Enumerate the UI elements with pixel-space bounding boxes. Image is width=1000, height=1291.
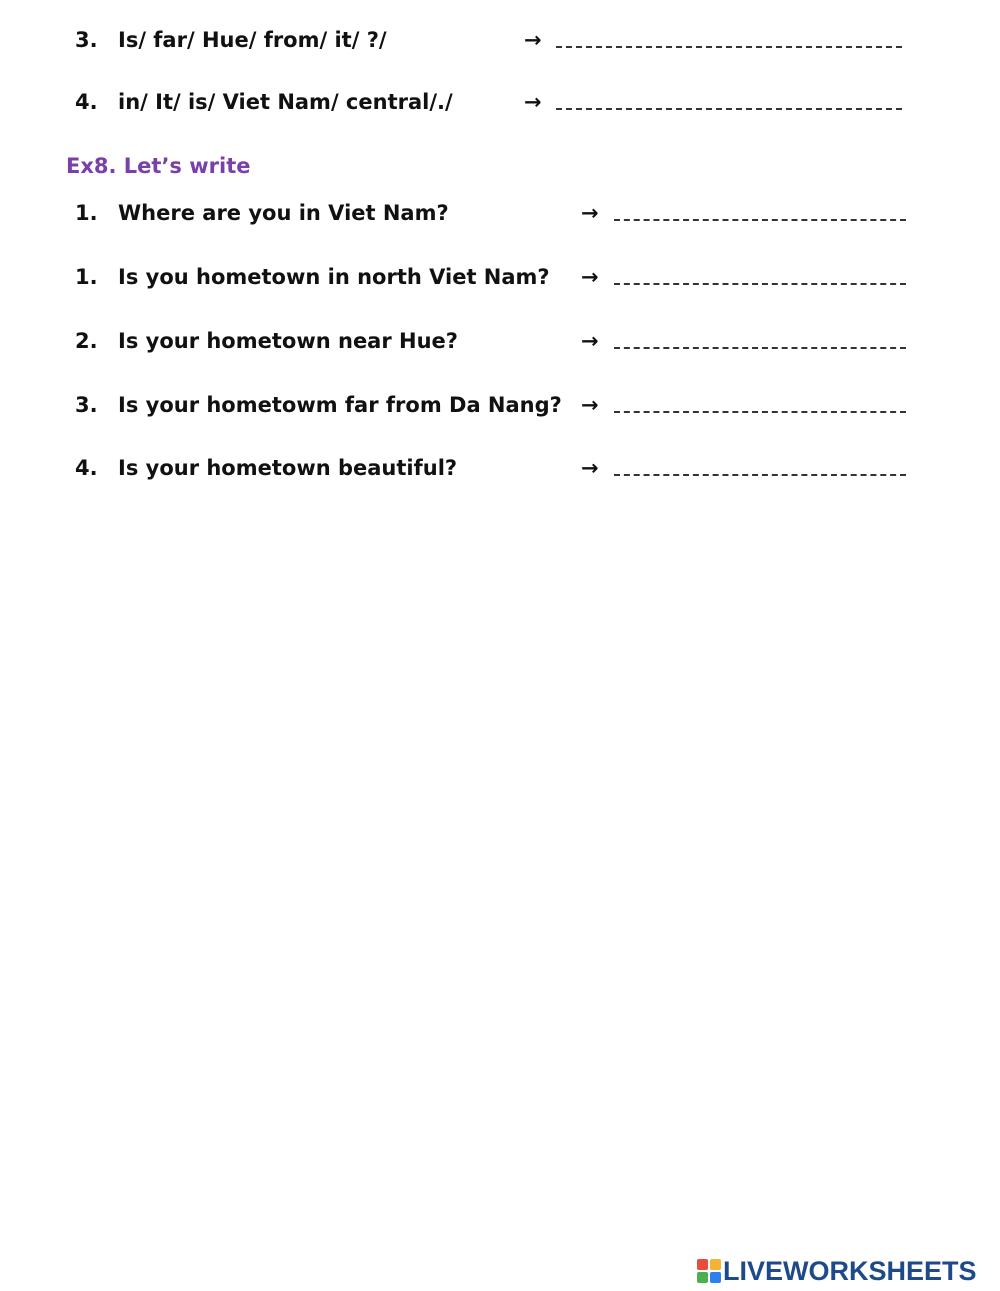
item-number: 1. [75,265,98,289]
item-number: 1. [75,201,98,225]
arrow-right-icon: → [581,456,599,480]
item-number: 4. [75,90,98,114]
arrow-right-icon: → [581,201,599,225]
logo-text: LIVEWORKSHEETS [723,1256,977,1286]
scrambled-words: Is/ far/ Hue/ from/ it/ ?/ [118,28,387,52]
arrow-right-icon: → [581,265,599,289]
answer-input[interactable] [556,108,902,110]
write-row-1 [0,193,1000,233]
question-text: Is you hometown in north Viet Nam? [118,265,550,289]
scrambled-words: in/ It/ is/ Viet Nam/ central/./ [118,90,453,114]
arrow-right-icon: → [524,90,542,114]
reorder-row-3 [0,20,1000,60]
logo-square [710,1272,721,1283]
question-text: Is your hometown beautiful? [118,456,458,480]
answer-input[interactable] [556,46,902,48]
write-row-4 [0,385,1000,425]
answer-input[interactable] [614,347,906,349]
logo-square [697,1259,708,1270]
item-number: 3. [75,393,98,417]
arrow-right-icon: → [581,329,599,353]
logo-square [710,1259,721,1270]
write-row-3 [0,321,1000,361]
answer-input[interactable] [614,283,906,285]
answer-input[interactable] [614,474,906,476]
logo-square [697,1272,708,1283]
item-number: 4. [75,456,98,480]
reorder-row-4 [0,82,1000,122]
question-text: Is your hometowm far from Da Nang? [118,393,562,417]
question-text: Where are you in Viet Nam? [118,201,449,225]
arrow-right-icon: → [524,28,542,52]
arrow-right-icon: → [581,393,599,417]
logo-mark-icon [697,1259,721,1283]
liveworksheets-logo [697,1254,997,1286]
item-number: 2. [75,329,98,353]
answer-input[interactable] [614,219,906,221]
question-text: Is your hometown near Hue? [118,329,458,353]
answer-input[interactable] [614,411,906,413]
write-row-5 [0,448,1000,488]
item-number: 3. [75,28,98,52]
write-row-2 [0,257,1000,297]
section-title: Ex8. Let’s write [66,154,251,178]
